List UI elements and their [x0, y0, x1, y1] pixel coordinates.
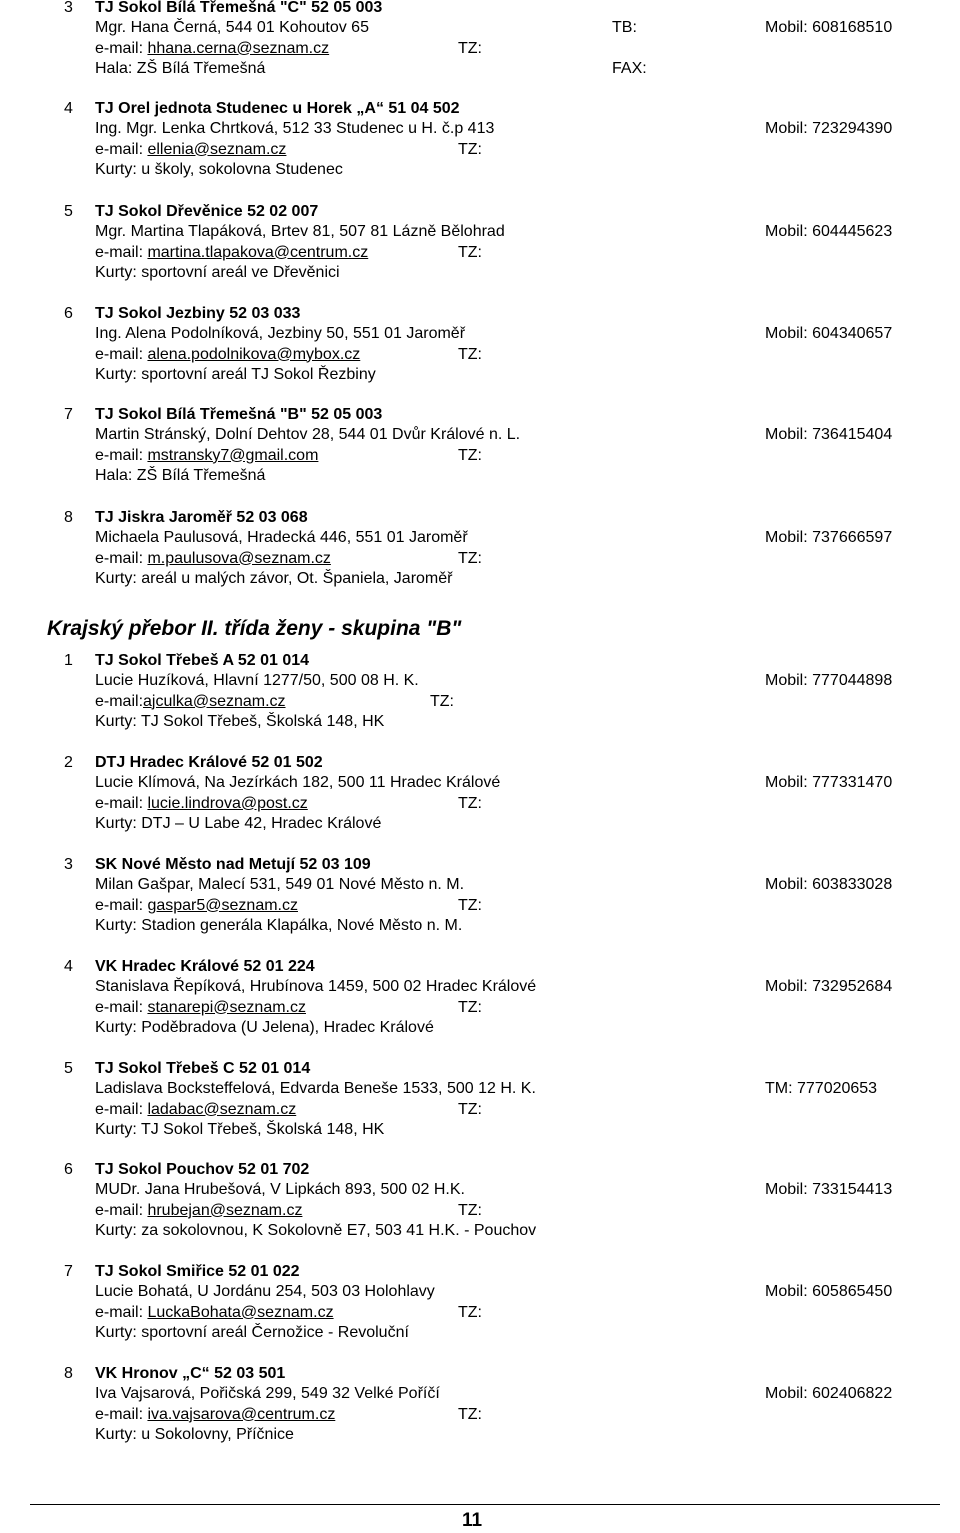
email-link[interactable]: martina.tlapakova@centrum.cz — [147, 243, 369, 261]
club-entry — [0, 855, 960, 936]
club-name: VK Hronov „C“ 52 03 501 — [95, 1365, 286, 1382]
email-link[interactable]: LuckaBohata@seznam.cz — [147, 1303, 334, 1321]
tz-label: TZ: — [430, 692, 454, 710]
email-link[interactable]: hrubejan@seznam.cz — [147, 1201, 303, 1219]
entry-number: 1 — [64, 652, 73, 669]
club-name: TJ Sokol Jezbiny 52 03 033 — [95, 305, 301, 322]
club-name: DTJ Hradec Králové 52 01 502 — [95, 754, 323, 771]
email-line — [95, 549, 331, 569]
venue: Kurty: Stadion generála Klapálka, Nové Město n. M. — [95, 916, 463, 934]
entry-number: 3 — [64, 856, 73, 873]
entry-number: 7 — [64, 406, 73, 423]
venue: Kurty: sportovní areál TJ Sokol Řezbiny — [95, 365, 376, 383]
entry-number: 5 — [64, 203, 73, 220]
contact-address: Ing. Alena Podolníková, Jezbiny 50, 551 01 Jaroměř — [95, 325, 466, 343]
email-line — [95, 140, 286, 160]
tz-label: TZ: — [458, 243, 482, 261]
entry-number: 8 — [64, 1365, 73, 1382]
club-entry — [0, 1160, 960, 1241]
tz-label: TZ: — [458, 896, 482, 914]
venue: Kurty: sportovní areál ve Dřevěnici — [95, 263, 340, 281]
email-link[interactable]: lucie.lindrova@post.cz — [147, 794, 308, 812]
email-prefix: e-mail: — [95, 1201, 148, 1219]
entry-number: 3 — [64, 0, 73, 16]
email-line — [95, 1100, 296, 1120]
mobile-number: Mobil: 604340657 — [765, 325, 893, 343]
mobile-number: Mobil: 732952684 — [765, 978, 893, 996]
email-link[interactable]: stanarepi@seznam.cz — [147, 998, 306, 1016]
email-prefix: e-mail: — [95, 1303, 148, 1321]
entry-number: 4 — [64, 958, 73, 975]
venue: Kurty: Poděbradova (U Jelena), Hradec Králové — [95, 1018, 434, 1036]
club-name: TJ Sokol Třebeš A 52 01 014 — [95, 652, 310, 669]
email-line — [95, 692, 286, 712]
contact-address: Stanislava Řepíková, Hrubínova 1459, 500 02 Hradec Králové — [95, 978, 537, 996]
club-name: TJ Sokol Bílá Třemešná "B" 52 05 003 — [95, 406, 383, 423]
tz-label: TZ: — [458, 140, 482, 158]
email-link[interactable]: alena.podolnikova@mybox.cz — [147, 345, 361, 363]
email-prefix: e-mail: — [95, 1100, 148, 1118]
email-line — [95, 1405, 335, 1425]
tz-label: TZ: — [458, 1100, 482, 1118]
email-prefix: e-mail: — [95, 794, 148, 812]
mobile-number: Mobil: 736415404 — [765, 426, 893, 444]
mobile-number: Mobil: 604445623 — [765, 223, 893, 241]
mobile-number: Mobil: 737666597 — [765, 529, 893, 547]
mobile-number: Mobil: 733154413 — [765, 1181, 893, 1199]
email-prefix: e-mail: — [95, 446, 148, 464]
venue: Kurty: TJ Sokol Třebeš, Školská 148, HK — [95, 712, 385, 730]
club-name: SK Nové Město nad Metují 52 03 109 — [95, 856, 371, 873]
contact-address: Ladislava Bocksteffelová, Edvarda Beneše 1533, 500 12 H. K. — [95, 1080, 536, 1098]
email-link[interactable]: ladabac@seznam.cz — [147, 1100, 297, 1118]
venue: Kurty: TJ Sokol Třebeš, Školská 148, HK — [95, 1120, 385, 1138]
club-name: TJ Sokol Smiřice 52 01 022 — [95, 1263, 300, 1280]
venue: Hala: ZŠ Bílá Třemešná — [95, 59, 266, 77]
email-prefix: e-mail: — [95, 998, 148, 1016]
email-prefix: e-mail: — [95, 1405, 148, 1423]
email-line — [95, 1201, 302, 1221]
club-entry — [0, 1364, 960, 1445]
club-entry — [0, 957, 960, 1038]
club-name: TJ Jiskra Jaroměř 52 03 068 — [95, 509, 308, 526]
venue: Hala: ZŠ Bílá Třemešná — [95, 466, 266, 484]
fax-label: FAX: — [612, 59, 647, 77]
venue: Kurty: u Sokolovny, Příčnice — [95, 1425, 294, 1443]
email-line — [95, 998, 306, 1018]
tz-label: TZ: — [458, 549, 482, 567]
club-name: TJ Sokol Dřevěnice 52 02 007 — [95, 203, 319, 220]
club-name: TJ Sokol Třebeš C 52 01 014 — [95, 1060, 311, 1077]
club-entry — [0, 1059, 960, 1140]
email-link[interactable]: ajculka@seznam.cz — [143, 692, 286, 710]
mobile-number: Mobil: 723294390 — [765, 120, 893, 138]
mobile-number: Mobil: 777044898 — [765, 672, 893, 690]
contact-address: Milan Gašpar, Malecí 531, 549 01 Nové Město n. M. — [95, 876, 465, 894]
entry-number: 2 — [64, 754, 73, 771]
venue: Kurty: DTJ – U Labe 42, Hradec Králové — [95, 814, 382, 832]
email-line — [95, 446, 318, 466]
venue: Kurty: u školy, sokolovna Studenec — [95, 160, 343, 178]
section-heading: Krajský přebor II. třída ženy - skupina "B" — [47, 617, 462, 640]
email-prefix: e-mail: — [95, 692, 144, 710]
contact-address: MUDr. Jana Hrubešová, V Lipkách 893, 500 02 H.K. — [95, 1181, 465, 1199]
venue: Kurty: areál u malých závor, Ot. Španiela, Jaroměř — [95, 569, 453, 587]
club-entry — [0, 99, 960, 180]
entry-number: 8 — [64, 509, 73, 526]
club-entry — [0, 405, 960, 486]
mobile-number: Mobil: 608168510 — [765, 19, 893, 37]
email-link[interactable]: m.paulusova@seznam.cz — [147, 549, 331, 567]
email-prefix: e-mail: — [95, 140, 148, 158]
email-link[interactable]: ellenia@seznam.cz — [147, 140, 287, 158]
entry-number: 4 — [64, 100, 73, 117]
venue: Kurty: sportovní areál Černožice - Revoluční — [95, 1323, 409, 1341]
club-entry — [0, 1262, 960, 1343]
club-entry — [0, 0, 960, 79]
club-entry — [0, 202, 960, 283]
footer-divider — [30, 1504, 940, 1505]
email-line — [95, 39, 329, 59]
email-prefix: e-mail: — [95, 243, 148, 261]
email-line — [95, 1303, 334, 1323]
contact-address: Iva Vajsarová, Pořičská 299, 549 32 Velké Poříčí — [95, 1385, 440, 1403]
email-link[interactable]: gaspar5@seznam.cz — [147, 896, 298, 914]
email-link[interactable]: mstransky7@gmail.com — [147, 446, 319, 464]
entry-number: 7 — [64, 1263, 73, 1280]
tz-label: TZ: — [458, 39, 482, 57]
tz-label: TZ: — [458, 998, 482, 1016]
email-link[interactable]: hhana.cerna@seznam.cz — [147, 39, 330, 57]
email-line — [95, 794, 308, 814]
entry-number: 5 — [64, 1060, 73, 1077]
contact-address: Mgr. Hana Černá, 544 01 Kohoutov 65 — [95, 19, 369, 37]
club-name: TJ Orel jednota Studenec u Horek „A“ 51 04 502 — [95, 100, 460, 117]
mobile-number: Mobil: 602406822 — [765, 1385, 893, 1403]
contact-address: Martin Stránský, Dolní Dehtov 28, 544 01 Dvůr Králové n. L. — [95, 426, 521, 444]
email-link[interactable]: iva.vajsarova@centrum.cz — [147, 1405, 336, 1423]
email-line — [95, 345, 360, 365]
tz-label: TZ: — [458, 1201, 482, 1219]
club-name: VK Hradec Králové 52 01 224 — [95, 958, 315, 975]
email-prefix: e-mail: — [95, 896, 148, 914]
contact-address: Michaela Paulusová, Hradecká 446, 551 01 Jaroměř — [95, 529, 468, 547]
contact-address: Lucie Bohatá, U Jordánu 254, 503 03 Holohlavy — [95, 1283, 435, 1301]
contact-address: Mgr. Martina Tlapáková, Brtev 81, 507 81 Lázně Bělohrad — [95, 223, 505, 241]
contact-address: Lucie Huzíková, Hlavní 1277/50, 500 08 H. K. — [95, 672, 419, 690]
email-prefix: e-mail: — [95, 39, 148, 57]
club-entry — [0, 651, 960, 732]
tz-label: TZ: — [458, 1405, 482, 1423]
tz-label: TZ: — [458, 345, 482, 363]
club-name: TJ Sokol Bílá Třemešná "C" 52 05 003 — [95, 0, 383, 16]
email-line — [95, 243, 368, 263]
tz-label: TZ: — [458, 446, 482, 464]
tz-label: TZ: — [458, 794, 482, 812]
page-number: 11 — [462, 1510, 483, 1531]
contact-address: Ing. Mgr. Lenka Chrtková, 512 33 Studenec u H. č.p 413 — [95, 120, 495, 138]
entry-number: 6 — [64, 1161, 73, 1178]
club-entry — [0, 304, 960, 385]
mobile-number: Mobil: 777331470 — [765, 774, 893, 792]
mobile-number: Mobil: 605865450 — [765, 1283, 893, 1301]
venue: Kurty: za sokolovnou, K Sokolovně E7, 503 41 H.K. - Pouchov — [95, 1221, 537, 1239]
tb-label: TB: — [612, 19, 637, 37]
mobile-number: TM: 777020653 — [765, 1080, 878, 1098]
mobile-number: Mobil: 603833028 — [765, 876, 893, 894]
contact-address: Lucie Klímová, Na Jezírkách 182, 500 11 Hradec Králové — [95, 774, 501, 792]
email-line — [95, 896, 298, 916]
club-entry — [0, 753, 960, 834]
club-entry — [0, 508, 960, 589]
email-prefix: e-mail: — [95, 345, 148, 363]
entry-number: 6 — [64, 305, 73, 322]
email-prefix: e-mail: — [95, 549, 148, 567]
tz-label: TZ: — [458, 1303, 482, 1321]
club-name: TJ Sokol Pouchov 52 01 702 — [95, 1161, 310, 1178]
